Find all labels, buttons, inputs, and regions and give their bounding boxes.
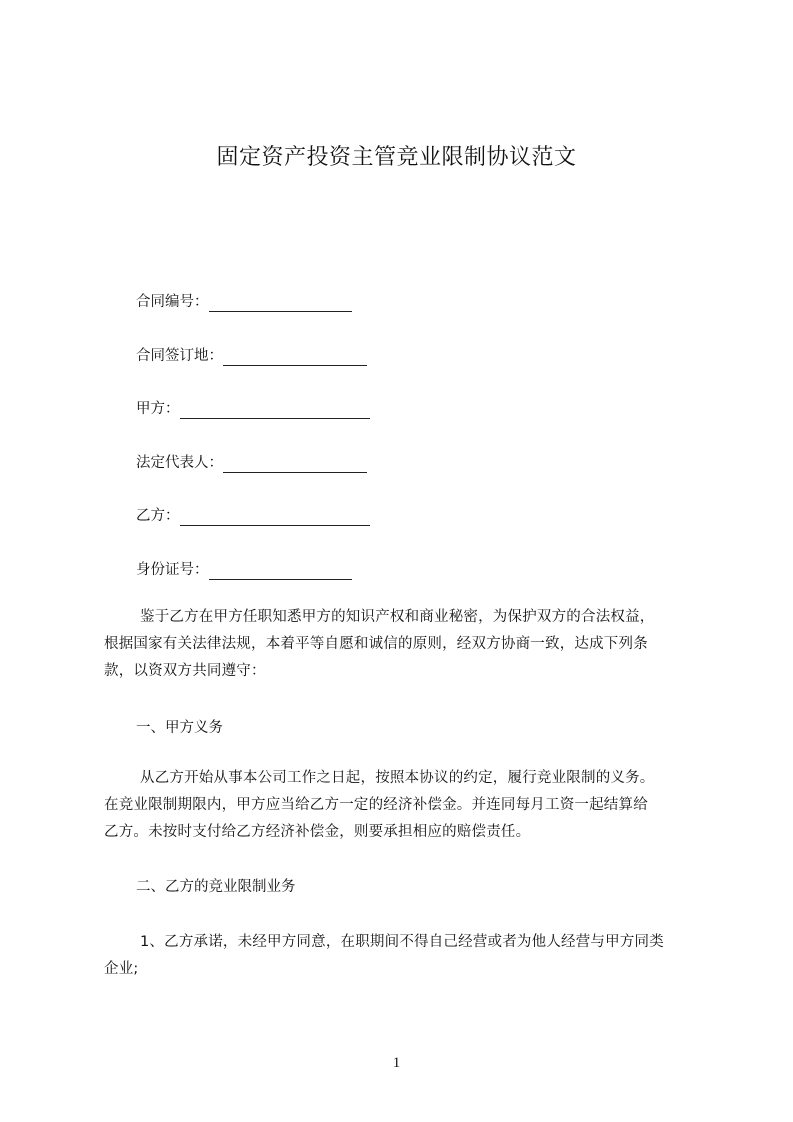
document-title: 固定资产投资主管竞业限制协议范文: [216, 145, 577, 170]
id-number-label: 身份证号：: [136, 562, 209, 578]
section-1-line: [104, 819, 700, 846]
legal-representative-field: [136, 453, 367, 473]
legal-representative-label: 法定代表人：: [136, 455, 223, 471]
section-2-heading: 二、乙方的竞业限制业务: [136, 879, 296, 895]
intro-line: [104, 604, 700, 631]
legal-representative-blank[interactable]: [223, 456, 367, 473]
intro-line: [104, 631, 700, 658]
contract-number-blank[interactable]: [209, 295, 352, 312]
party-b-label: 乙方：: [136, 508, 180, 524]
intro-line: [104, 658, 700, 685]
contract-number-field: [136, 292, 352, 312]
signing-place-label: 合同签订地：: [136, 348, 223, 364]
section-1-line-1: 从乙方开始从事本公司工作之日起，按照本协议的约定，履行竞业限制的义务。: [140, 770, 655, 786]
section-2-item-1-line: [104, 929, 700, 956]
party-a-field: [136, 399, 370, 419]
section-2-paragraph: [104, 929, 700, 983]
section-1-line-3: 乙方。未按时支付给乙方经济补偿金，则要承担相应的赔偿责任。: [104, 824, 531, 840]
intro-line-3: 款，以资双方共同遵守：: [104, 663, 266, 679]
section-1-line: [104, 765, 700, 792]
intro-line-1: 鉴于乙方在甲方任职知悉甲方的知识产权和商业秘密，为保护双方的合法权益，: [140, 609, 655, 625]
party-a-label: 甲方：: [136, 401, 180, 417]
section-2-item-1-line-2: 企业;: [104, 961, 139, 977]
signing-place-blank[interactable]: [223, 349, 367, 366]
party-a-blank[interactable]: [180, 402, 370, 419]
section-2-item-1-line-1: 1、乙方承诺，未经甲方同意，在职期间不得自己经营或者为他人经营与甲方同类: [140, 934, 664, 950]
party-b-blank[interactable]: [180, 509, 370, 526]
page-number: 1: [392, 1055, 401, 1071]
section-2-item-1-line: [104, 956, 700, 983]
section-1-paragraph: [104, 765, 700, 846]
section-1-heading: 一、甲方义务: [136, 720, 223, 736]
signing-place-field: [136, 346, 367, 366]
id-number-field: [136, 560, 352, 580]
section-1-line-2: 在竞业限制期限内，甲方应当给乙方一定的经济补偿金。并连同每月工资一起结算给: [104, 797, 648, 813]
section-1-line: [104, 792, 700, 819]
id-number-blank[interactable]: [209, 563, 352, 580]
contract-number-label: 合同编号：: [136, 294, 209, 310]
party-b-field: [136, 506, 370, 526]
intro-line-2: 根据国家有关法律法规，本着平等自愿和诚信的原则，经双方协商一致，达成下列条: [104, 636, 648, 652]
intro-paragraph: [104, 604, 700, 685]
